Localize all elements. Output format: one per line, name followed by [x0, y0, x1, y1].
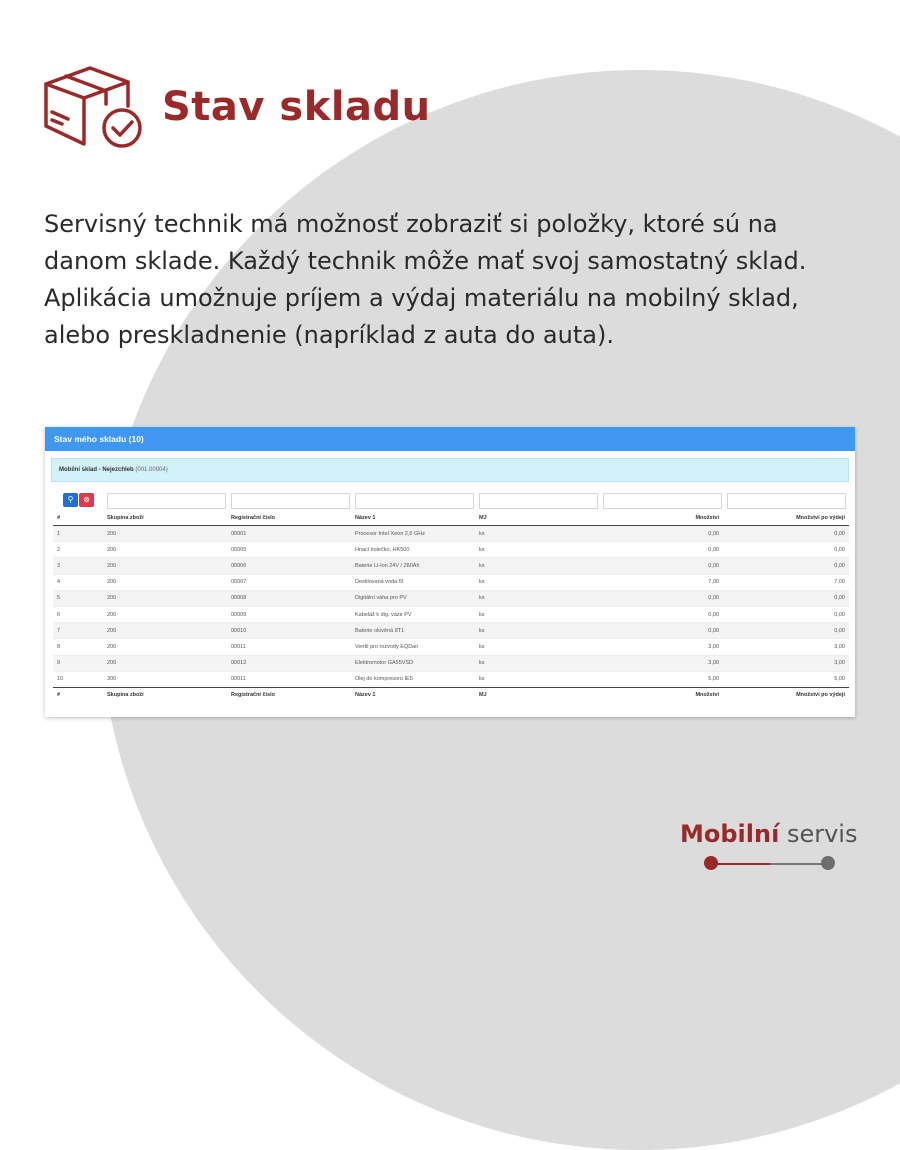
table-cell: ks	[475, 606, 599, 622]
foot-col-qty: Množství	[599, 687, 723, 702]
table-cell: 0,00	[723, 542, 849, 558]
table-cell: 200	[103, 558, 227, 574]
table-row[interactable]	[53, 655, 849, 671]
filter-input-regno[interactable]	[231, 493, 350, 509]
table-cell: 0,00	[599, 590, 723, 606]
table-cell: 3	[53, 558, 103, 574]
table-cell: 200	[103, 639, 227, 655]
warehouse-code: (001.00004)	[135, 467, 168, 473]
table-cell: ks	[475, 526, 599, 542]
filter-input-qty[interactable]	[603, 493, 722, 509]
brand-dot-right	[821, 856, 835, 870]
table-cell: 8	[53, 639, 103, 655]
table-cell: Hnací kolečko, HK500	[351, 542, 475, 558]
table-cell: ks	[475, 590, 599, 606]
page-header	[40, 62, 431, 152]
table-cell: 7,00	[723, 574, 849, 590]
table-row[interactable]	[53, 558, 849, 574]
table-cell: 0,00	[599, 623, 723, 639]
table-cell: 7	[53, 623, 103, 639]
description-text: Servisný technik má možnosť zobraziť si položky, ktoré sú na danom sklade. Každý technik môže mať svoj samostatný sklad. Aplikácia umožnuje príjem a výdaj materiálu na mobilný sklad, alebo preskladnenie (napríklad z auta do auta).	[44, 210, 807, 349]
table-row[interactable]	[53, 606, 849, 622]
table-cell: 300	[103, 671, 227, 687]
foot-col-regno: Registrační číslo	[227, 687, 351, 702]
table-cell: 3,00	[599, 655, 723, 671]
table-cell: 5,00	[599, 671, 723, 687]
table-cell: Baterie olověná 8T1	[351, 623, 475, 639]
table-cell: 00011	[227, 639, 351, 655]
panel-title: Stav mého skladu (10)	[45, 427, 855, 451]
table-cell: 00011	[227, 671, 351, 687]
col-unit[interactable]: MJ	[475, 511, 599, 526]
table-cell: 0,00	[723, 558, 849, 574]
table-header-row	[53, 511, 849, 526]
table-cell: 200	[103, 590, 227, 606]
table-cell: ks	[475, 623, 599, 639]
table-cell: 10	[53, 671, 103, 687]
table-cell: Ventil pro rozvody EQDair	[351, 639, 475, 655]
table-row[interactable]	[53, 574, 849, 590]
foot-col-qty-after: Množství po výdeji	[723, 687, 849, 702]
table-cell: 2	[53, 542, 103, 558]
table-cell: ks	[475, 639, 599, 655]
table-cell: 1	[53, 526, 103, 542]
table-cell: 00009	[227, 606, 351, 622]
search-button[interactable]	[63, 493, 78, 507]
col-regno[interactable]: Registrační číslo	[227, 511, 351, 526]
table-cell: 200	[103, 542, 227, 558]
col-qty-after[interactable]: Množství po výdeji	[723, 511, 849, 526]
table-row[interactable]	[53, 542, 849, 558]
table-cell: 0,00	[723, 590, 849, 606]
table-cell: 9	[53, 655, 103, 671]
table-cell: 0,00	[599, 542, 723, 558]
table-cell: ks	[475, 542, 599, 558]
foot-col-group: Skupina zboží	[103, 687, 227, 702]
table-cell: 0,00	[723, 526, 849, 542]
col-name[interactable]: Název 1	[351, 511, 475, 526]
filter-input-group[interactable]	[107, 493, 226, 509]
table-cell: 6	[53, 606, 103, 622]
table-cell: ks	[475, 671, 599, 687]
table-cell: 5	[53, 590, 103, 606]
table-row[interactable]	[53, 671, 849, 687]
table-cell: 0,00	[599, 526, 723, 542]
table-row[interactable]	[53, 526, 849, 542]
table-cell: Baterie Li-Ion 24V / 280Ah	[351, 558, 475, 574]
app-screenshot	[45, 427, 855, 717]
col-qty[interactable]: Množství	[599, 511, 723, 526]
foot-col-name: Název 1	[351, 687, 475, 702]
table-row[interactable]	[53, 623, 849, 639]
table-cell: 3,00	[723, 639, 849, 655]
brand-name-part1: Mobilní	[680, 820, 780, 848]
col-group[interactable]: Skupina zboží	[103, 511, 227, 526]
clear-icon: ⊗	[83, 495, 90, 504]
table-cell: ks	[475, 655, 599, 671]
table-row[interactable]	[53, 590, 849, 606]
brand-dot-left	[704, 856, 718, 870]
brand-logo	[680, 820, 857, 848]
filter-input-unit[interactable]	[479, 493, 598, 509]
table-cell: 200	[103, 623, 227, 639]
table-cell: ks	[475, 574, 599, 590]
table-cell: 00010	[227, 623, 351, 639]
table-cell: Digitální váha pro PV	[351, 590, 475, 606]
table-cell: 200	[103, 526, 227, 542]
table-cell: 0,00	[723, 606, 849, 622]
table-cell: Olej do kompresoru IE5	[351, 671, 475, 687]
search-icon: ⚲	[67, 495, 74, 504]
table-cell: 0,00	[599, 558, 723, 574]
table-row[interactable]	[53, 639, 849, 655]
table-cell: ks	[475, 558, 599, 574]
filter-row	[45, 491, 855, 511]
table-cell: 4	[53, 574, 103, 590]
table-footer-row	[53, 687, 849, 702]
table-cell: 3,00	[723, 655, 849, 671]
stock-table	[53, 511, 849, 702]
page-title: Stav skladu	[162, 84, 431, 130]
table-cell: Elektromotor GA55VSD	[351, 655, 475, 671]
table-cell: 5,00	[723, 671, 849, 687]
filter-input-name[interactable]	[355, 493, 474, 509]
table-cell: 0,00	[599, 606, 723, 622]
foot-col-unit: MJ	[475, 687, 599, 702]
table-cell: 00007	[227, 574, 351, 590]
table-cell: 7,00	[599, 574, 723, 590]
table-cell: 3,00	[599, 639, 723, 655]
foot-col-index: #	[53, 687, 103, 702]
table-cell: 200	[103, 655, 227, 671]
box-check-icon	[40, 62, 148, 152]
table-cell: Procesor Intel Xeon 2,6 GHz	[351, 526, 475, 542]
table-cell: 00012	[227, 655, 351, 671]
warehouse-info	[51, 458, 849, 482]
col-index[interactable]: #	[53, 511, 103, 526]
filter-input-qty-after[interactable]	[727, 493, 846, 509]
table-cell: 00006	[227, 558, 351, 574]
table-cell: Destilovaná voda 5l	[351, 574, 475, 590]
brand-name-part2: servis	[786, 820, 858, 848]
table-cell: Kabeláž k dig. váze PV	[351, 606, 475, 622]
table-cell: 200	[103, 606, 227, 622]
table-cell: 200	[103, 574, 227, 590]
brand-line	[710, 863, 828, 865]
table-cell: 00005	[227, 542, 351, 558]
table-cell: 0,00	[723, 623, 849, 639]
warehouse-label: Mobilní sklad - Nejezchleb	[59, 467, 134, 473]
table-cell: 00008	[227, 590, 351, 606]
clear-filter-button[interactable]	[79, 493, 94, 507]
table-cell: 00001	[227, 526, 351, 542]
